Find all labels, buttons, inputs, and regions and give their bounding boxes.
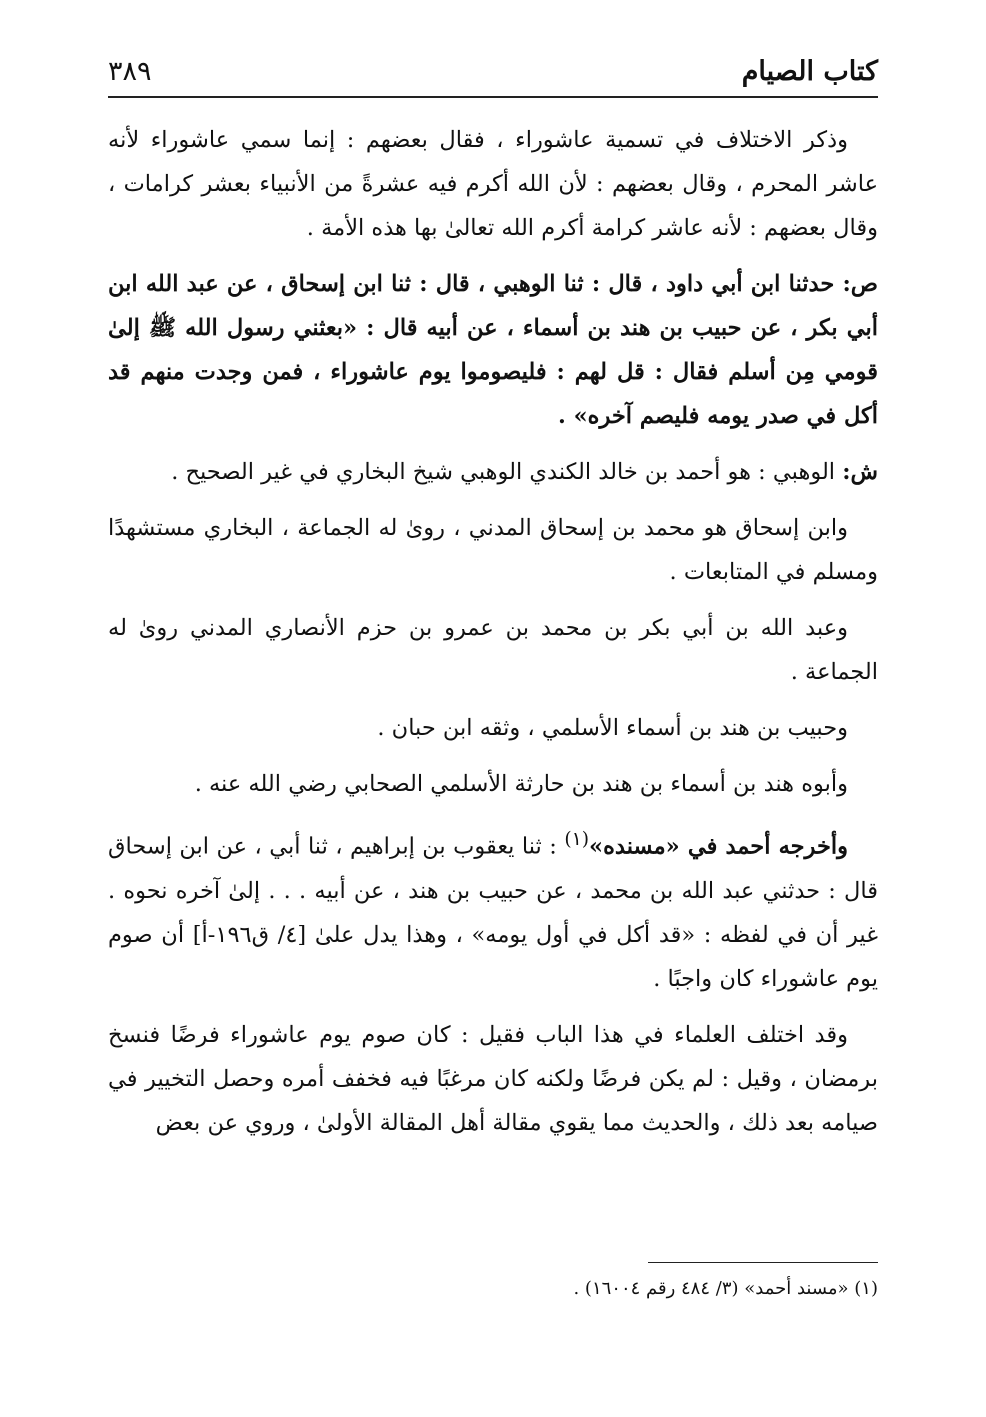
paragraph: وأبوه هند بن أسماء بن هند بن حارثة الأسلمي الصحابي رضي الله عنه . xyxy=(194,771,848,797)
footnote-divider xyxy=(648,1262,878,1263)
footnote-ref: (١) xyxy=(564,829,590,850)
paragraph: وقد اختلف العلماء في هذا الباب فقيل : كان صوم يوم عاشوراء فرضًا فنسخ برمضان ، وقيل : لم يكن فرضًا ولكنه كان مرغبًا فيه فخفف أمره وحصل التخيير في صيامه بعد ذلك ، والحديث مما يقوي مقالة أهل المقالة الأولىٰ ، وروي عن بعض xyxy=(108,1021,878,1136)
main-text xyxy=(108,118,878,1157)
hadith-text: حدثنا ابن أبي داود ، قال : ثنا الوهبي ، قال : ثنا ابن إسحاق ، عن عبد الله ابن أبي بكر ، عن حبيب بن هند بن أسماء ، عن أبيه قال : «بعثني رسول الله ﷺ إلىٰ قومي مِن أسلم فقال : قل لهم : فليصوموا يوم عاشوراء ، فمن وجدت منهم قد أكل في صدر يومه فليصم آخره» . xyxy=(108,271,878,429)
text-marker-shin: ش: xyxy=(842,459,878,485)
hadith-paragraph xyxy=(108,262,878,438)
chapter-title: كتاب الصيام xyxy=(741,56,878,87)
paragraph: وابن إسحاق هو محمد بن إسحاق المدني ، روىٰ له الجماعة ، البخاري مستشهدًا ومسلم في المتابعات . xyxy=(108,515,878,585)
takhrij-paragraph xyxy=(108,818,878,1001)
text-marker-sad: ص: xyxy=(842,271,878,297)
commentary-paragraph xyxy=(108,450,878,494)
takhrij-text: : ثنا يعقوب بن إبراهيم ، ثنا أبي ، عن ابن إسحاق قال : حدثني عبد الله بن محمد ، عن حبيب بن هند ، عن أبيه . . . إلىٰ آخره نحوه . غير أن في لفظه : «قد أكل في أول يومه» ، وهذا يدل علىٰ [٤/ ق١٩٦-أ] أن صوم يوم عاشوراء كان واجبًا . xyxy=(108,833,878,992)
commentary-text: الوهبي : هو أحمد بن خالد الكندي الوهبي شيخ البخاري في غير الصحيح . xyxy=(171,459,836,485)
paragraph: وعبد الله بن أبي بكر بن محمد بن عمرو بن حزم الأنصاري المدني روىٰ له الجماعة . xyxy=(108,615,878,685)
page-number: ٣٨٩ xyxy=(108,56,152,87)
paragraph: وحبيب بن هند بن أسماء الأسلمي ، وثقه ابن حبان . xyxy=(377,715,848,741)
footnote: (١) «مسند أحمد» (٣/ ٤٨٤ رقم ١٦٠٠٤) . xyxy=(573,1278,878,1299)
takhrij-label: وأخرجه أحمد في «مسنده» xyxy=(589,833,848,860)
running-header xyxy=(108,52,878,96)
paragraph: وذكر الاختلاف في تسمية عاشوراء ، فقال بعضهم : إنما سمي عاشوراء لأنه عاشر المحرم ، وقال بعضهم : لأن الله أكرم فيه عشرةً من الأنبياء بعشر كرامات ، وقال بعضهم : لأنه عاشر كرامة أكرم الله تعالىٰ بها هذه الأمة . xyxy=(108,127,878,241)
header-divider xyxy=(108,96,878,98)
